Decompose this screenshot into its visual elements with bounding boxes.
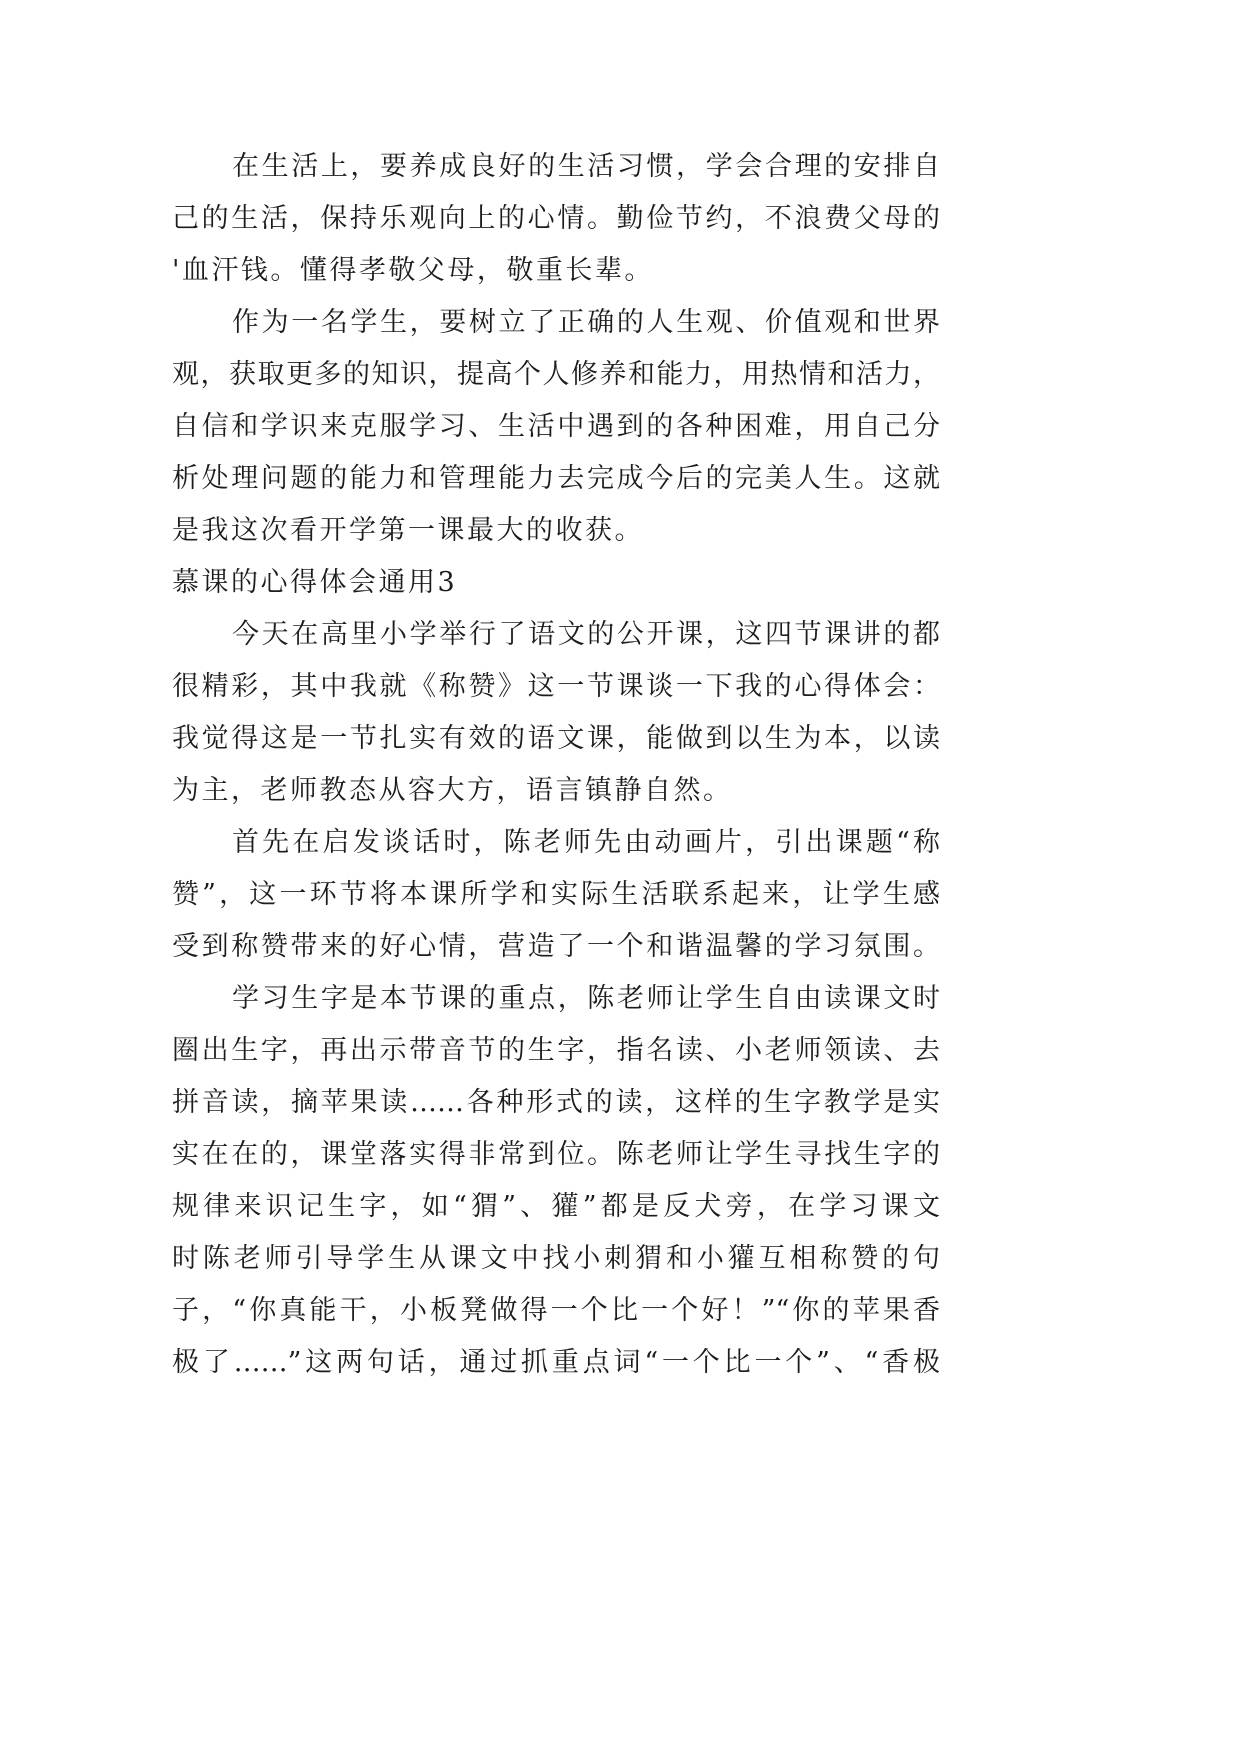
text-line: 观，获取更多的知识，提高个人修养和能力，用热情和活力，	[172, 359, 940, 390]
text-line: 是我这次看开学第一课最大的收获。	[172, 515, 644, 546]
document-body	[172, 141, 940, 1389]
text-line: 自信和学识来克服学习、生活中遇到的各种困难，用自己分	[172, 411, 940, 442]
text-line: 析处理问题的能力和管理能力去完成今后的完美人生。这就	[172, 463, 940, 494]
text-line: 极了……”这两句话，通过抓重点词“一个比一个”、“香极	[172, 1347, 940, 1378]
paragraph	[172, 141, 940, 297]
text-line: 规律来识记生字，如“猬”、獾”都是反犬旁，在学习课文	[172, 1191, 940, 1222]
paragraph	[172, 609, 940, 817]
text-line: 子，“你真能干，小板凳做得一个比一个好！”“你的苹果香	[172, 1295, 940, 1326]
text-line: 为主，老师教态从容大方，语言镇静自然。	[172, 775, 733, 806]
text-line: 时陈老师引导学生从课文中找小刺猬和小獾互相称赞的句	[172, 1243, 940, 1274]
paragraph	[172, 973, 940, 1389]
text-line: 学习生字是本节课的重点，陈老师让学生自由读课文时	[232, 983, 940, 1014]
text-line: 作为一名学生，要树立了正确的人生观、价值观和世界	[232, 307, 940, 338]
text-line: 实在在的，课堂落实得非常到位。陈老师让学生寻找生字的	[172, 1139, 940, 1170]
text-line: 很精彩，其中我就《称赞》这一节课谈一下我的心得体会：	[172, 671, 940, 702]
text-line: 圈出生字，再出示带音节的生字，指名读、小老师领读、去	[172, 1035, 940, 1066]
text-line: 今天在高里小学举行了语文的公开课，这四节课讲的都	[232, 619, 940, 650]
paragraph	[172, 817, 940, 973]
text-line: 己的生活，保持乐观向上的心情。勤俭节约，不浪费父母的	[172, 203, 940, 234]
text-line: 首先在启发谈话时，陈老师先由动画片，引出课题“称	[232, 827, 940, 858]
text-line: 受到称赞带来的好心情，营造了一个和谐温馨的学习氛围。	[172, 931, 940, 962]
text-line: 拼音读，摘苹果读……各种形式的读，这样的生字教学是实	[172, 1087, 940, 1118]
paragraph	[172, 297, 940, 557]
text-line: '血汗钱。懂得孝敬父母，敬重长辈。	[172, 255, 654, 286]
section-heading	[172, 557, 940, 609]
text-line: 赞”，这一环节将本课所学和实际生活联系起来，让学生感	[172, 879, 940, 910]
text-line: 在生活上，要养成良好的生活习惯，学会合理的安排自	[232, 151, 940, 182]
heading-text: 慕课的心得体会通用3	[172, 567, 458, 598]
text-line: 我觉得这是一节扎实有效的语文课，能做到以生为本，以读	[172, 723, 940, 754]
